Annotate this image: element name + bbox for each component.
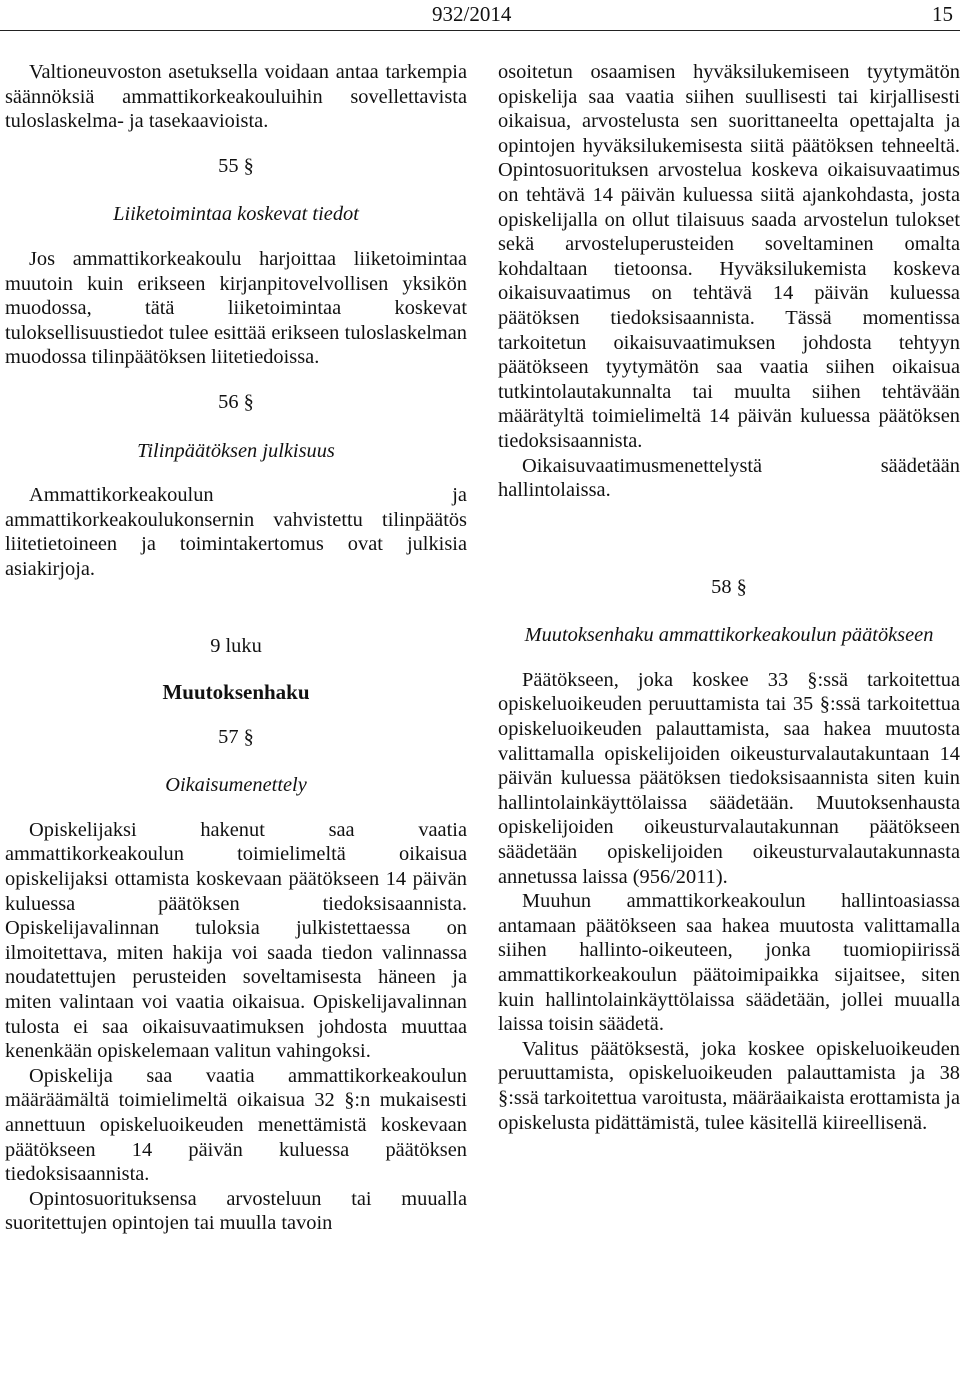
section-57-continued: osoitetun osaamisen hyväksilukemiseen tyytymätön opiskelija saa vaatia siihen suullisesti tai kirjallisesti oikaisua, arvostelusta sen suorittaneelta opettajalta ja opintojen hyväksilukemisesta siitä päätöksen tehneeltä. Opintosuorituksen arvostelua koskeva oikaisuvaatimus on tehtävä 14 päivän kuluessa siitä ajankohdasta, josta opiskelijalla on ollut tilaisuus saada arvostelun tulokset sekä arvosteluperusteiden soveltaminen omalta kohdaltaan tietoonsa. Hyväksilukemista koskeva oikaisuvaatimus on tehtävä 14 päivän kuluessa päätöksen tiedoksisaannista. Tässä momentissa tarkoitetun oikaisuvaatimuksen johdosta tehtyyn päätökseen tyytymätön saa vaatia siihen oikaisua tutkintolautakunnalta tai muulta siihen tehtävään määrätyltä toimielimeltä 14 päivän kuluessa päätöksen tiedoksisaannista.: [498, 61, 960, 452]
left-column: [5, 60, 467, 1236]
section-57-paragraph-2: Opiskelija saa vaatia ammattikorkeakoulun määräämältä toimielimeltä oikaisua 32 §:n mukaisesti annettuun opiskeluoikeuden menettämistä koskevaan päätökseen 14 päivän kuluessa päätöksen tiedoksisaannista.: [5, 1064, 467, 1186]
section-56-number: 56 §: [218, 390, 254, 413]
issue-number: 932/2014: [432, 2, 512, 26]
page-number: 15: [932, 2, 953, 26]
chapter-title: Muutoksenhaku: [162, 680, 310, 705]
section-57-number: 57 §: [218, 725, 254, 748]
intro-paragraph: Valtioneuvoston asetuksella voidaan antaa tarkempia säännöksiä ammattikorkeakouluihin sovellettavista tuloslaskelma- ja tasekaavioista.: [5, 61, 467, 133]
section-56-text: Ammattikorkeakoulun ja ammattikorkeakoulukonsernin vahvistettu tilinpäätös liitetietoineen ja toimintakertomus ovat julkisia asiakirjoja.: [5, 484, 467, 580]
page-header: [0, 0, 960, 34]
section-57-last-paragraph: Oikaisuvaatimusmenettelystä säädetään hallintolaissa.: [498, 454, 960, 502]
header-rule: [0, 30, 960, 31]
section-55-title: Liiketoimintaa koskevat tiedot: [113, 203, 359, 226]
section-57-paragraph-3: Opintosuorituksensa arvosteluun tai muualla suoritettujen opintojen tai muulla tavoin: [5, 1187, 467, 1235]
right-column: [498, 60, 960, 1135]
section-57-paragraph-1: Opiskelijaksi hakenut saa vaatia ammattikorkeakoulun toimielimeltä oikaisua opiskelijaksi ottamista koskevaan päätökseen 14 päivän kuluessa päätöksen tiedoksisaannista. Opiskelijavalinnan tuloksia julkistettaessa on ilmoitettava, miten hakija voi saada tiedon valinnassa noudatettujen perusteiden soveltamisesta häneen ja miten valintaan voi vaatia oikaisua. Opiskelijavalinnan tulosta ei saa oikaisuvaatimuksen johdosta muuttaa kenenkään opiskelemaan valitun vahingoksi.: [5, 818, 467, 1063]
section-58-paragraph-3: Valitus päätöksestä, joka koskee opiskeluoikeuden peruuttamista, opiskeluoikeuden palauttamista ja 38 §:ssä tarkoitettua varoitusta, määräaikaista erottamista ja opiskelusta pidättämistä, tulee käsitellä kiireellisenä.: [498, 1037, 960, 1134]
section-55-number: 55 §: [218, 154, 254, 177]
section-56-title: Tilinpäätöksen julkisuus: [137, 439, 335, 462]
section-58-paragraph-1: Päätökseen, joka koskee 33 §:ssä tarkoitettua opiskeluoikeuden peruuttamista tai 35 §:ssä tarkoitettua opiskeluoikeuden palauttamista, saa hakea muutosta valittamalla opiskelijoiden oikeusturvalautakuntaan 14 päivän kuluessa päätöksen tiedoksisaannista siten kuin hallintolainkäyttölaissa säädetään. Muutoksenhausta opiskelijoiden oikeusturvalautakunnan päätökseen säädetään opiskelijoiden oikeusturvalautakunnasta annetussa laissa (956/2011).: [498, 668, 960, 888]
section-58-title: Muutoksenhaku ammattikorkeakoulun päätökseen: [524, 624, 934, 647]
section-58-paragraph-2: Muuhun ammattikorkeakoulun hallintoasiassa antamaan päätökseen saa hakea muutosta valittamalla siihen hallinto-oikeuteen, jonka tuomiopiirissä ammattikorkeakoulun päätoimipaikka sijaitsee, siten kuin hallintolainkäyttölaissa säädetään, jollei muualla laissa toisin säädetä.: [498, 890, 960, 1036]
section-58-number: 58 §: [711, 575, 747, 598]
section-57-title: Oikaisumenettely: [165, 774, 307, 797]
section-55-text: Jos ammattikorkeakoulu harjoittaa liiketoimintaa muutoin kuin erikseen kirjanpitovelvollisen yksikön muodossa, tätä liiketoimintaa koskevat tuloksellisuustiedot tulee esittää erikseen tuloslaskelman muodossa tilinpäätöksen liitetiedoissa.: [5, 247, 467, 369]
chapter-number: 9 luku: [210, 634, 262, 657]
